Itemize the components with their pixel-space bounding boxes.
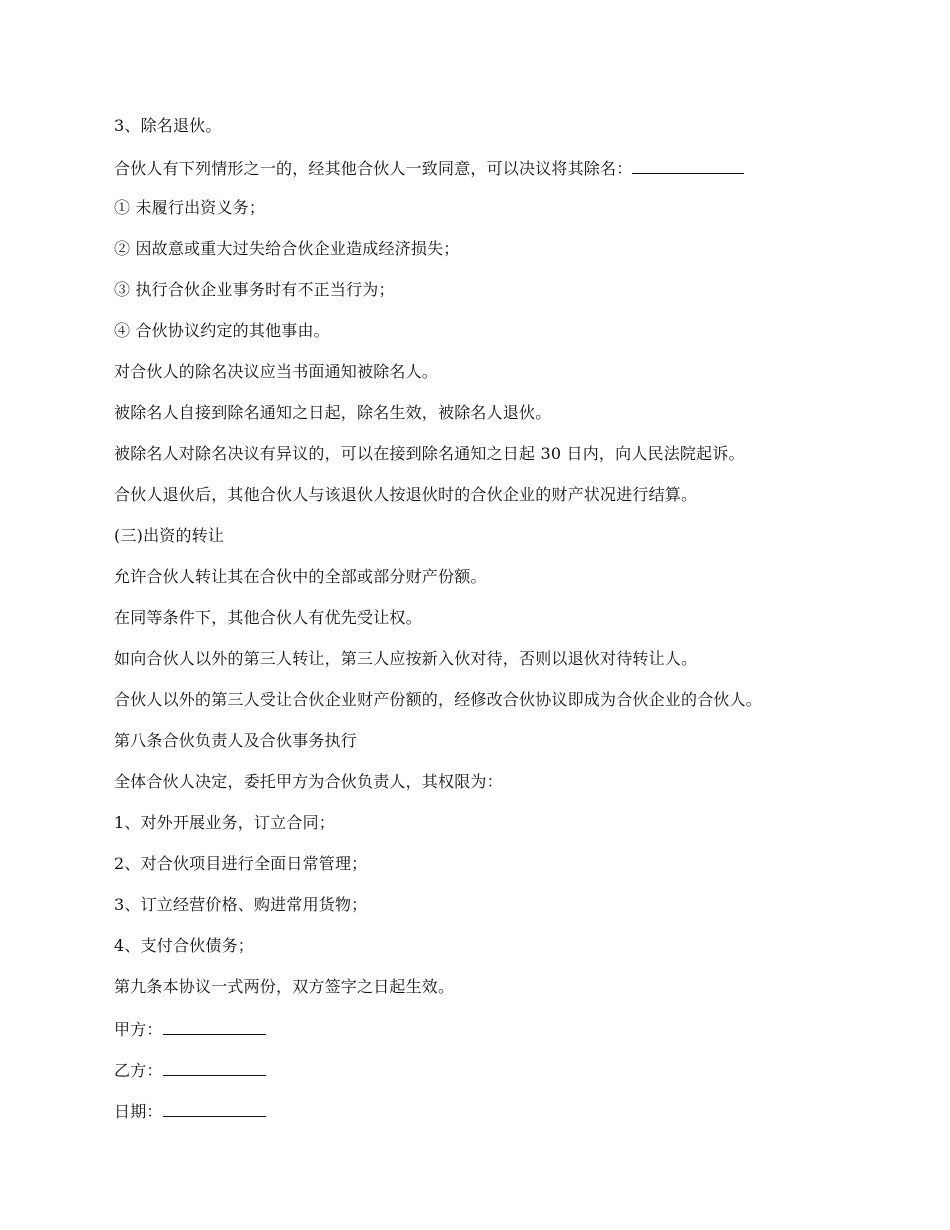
text-line: 4、支付合伙债务； [114,936,254,955]
signature-label: 日期： [114,1102,163,1121]
signature-party-b [114,1059,266,1081]
text-line: 如向合伙人以外的第三人转让，第三人应按新入伙对待，否则以退伙对待转让人。 [114,649,698,668]
signature-label: 甲方： [114,1020,163,1039]
text-line: ③ 执行合伙企业事务时有不正当行为； [114,280,395,299]
text-line: 2、对合伙项目进行全面日常管理； [114,854,368,873]
section-heading: (三)出资的转让 [114,526,225,545]
text-line: 全体合伙人决定，委托甲方为合伙负责人，其权限为： [114,772,503,791]
text-line: 在同等条件下，其他合伙人有优先受让权。 [114,608,422,627]
article-heading: 第九条本协议一式两份，双方签字之日起生效。 [114,977,455,996]
text-line: 3、订立经营价格、购进常用货物； [114,895,368,914]
text-line: 合伙人以外的第三人受让合伙企业财产份额的，经修改合伙协议即成为合伙企业的合伙人。 [114,690,763,709]
article-heading: 第八条合伙负责人及合伙事务执行 [114,731,358,750]
text-line-content: 合伙人有下列情形之一的，经其他合伙人一致同意，可以决议将其除名： [114,159,633,178]
text-line: 1、对外开展业务，订立合同； [114,813,335,832]
text-line: ④ 合伙协议约定的其他事由。 [114,321,330,340]
removal-blank [632,157,744,174]
text-line: 合伙人退伙后，其他合伙人与该退伙人按退伙时的合伙企业的财产状况进行结算。 [114,485,698,504]
text-line: 对合伙人的除名决议应当书面通知被除名人。 [114,362,439,381]
signature-date [114,1100,266,1122]
text-line: 被除名人对除名决议有异议的，可以在接到除名通知之日起 30 日内，向人民法院起诉。 [114,444,745,463]
signature-blank [163,1100,266,1117]
signature-label: 乙方： [114,1061,163,1080]
text-line: ② 因故意或重大过失给合伙企业造成经济损失； [114,239,460,258]
text-line: ① 未履行出资义务； [114,198,266,217]
text-line: 允许合伙人转让其在合伙中的全部或部分财产份额。 [114,567,487,586]
signature-blank [163,1018,266,1035]
text-line: 3、除名退伙。 [114,116,222,135]
signature-blank [163,1059,266,1076]
signature-party-a [114,1018,266,1040]
text-line [114,157,744,179]
text-line: 被除名人自接到除名通知之日起，除名生效，被除名人退伙。 [114,403,552,422]
